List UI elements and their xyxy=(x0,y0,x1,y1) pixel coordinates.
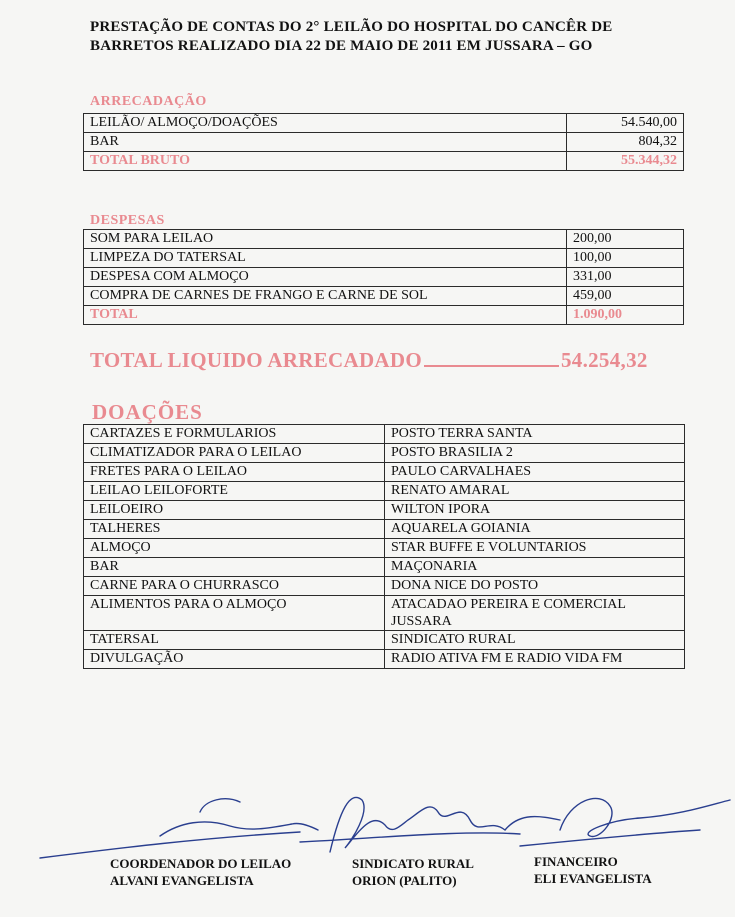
signature-orion xyxy=(300,797,560,852)
signature-block-financeiro xyxy=(534,853,652,887)
donation-donor: MAÇONARIA xyxy=(385,558,685,577)
total-liquido-label: TOTAL LIQUIDO ARRECADADO xyxy=(90,348,422,372)
total-bruto-label: TOTAL BRUTO xyxy=(84,152,567,171)
row-value: 804,32 xyxy=(567,133,684,152)
despesas-total-value: 1.090,00 xyxy=(567,306,684,325)
donation-donor: PAULO CARVALHAES xyxy=(385,463,685,482)
despesas-total-label: TOTAL xyxy=(84,306,567,325)
donation-item: TATERSAL xyxy=(84,631,385,650)
donation-item: CARTAZES E FORMULARIOS xyxy=(84,425,385,444)
donation-donor: SINDICATO RURAL xyxy=(385,631,685,650)
despesas-heading: DESPESAS xyxy=(90,213,165,228)
row-label: DESPESA COM ALMOÇO xyxy=(84,268,567,287)
donation-donor: RADIO ATIVA FM E RADIO VIDA FM xyxy=(385,650,685,669)
donation-item: TALHERES xyxy=(84,520,385,539)
row-label: LEILÃO/ ALMOÇO/DOAÇÕES xyxy=(84,114,567,133)
signature-block-coordenador xyxy=(110,855,291,889)
donation-item: BAR xyxy=(84,558,385,577)
arrecadacao-heading: ARRECADAÇÃO xyxy=(90,94,207,109)
donation-item: LEILOEIRO xyxy=(84,501,385,520)
row-value: 54.540,00 xyxy=(567,114,684,133)
signature-block-sindicato xyxy=(352,855,474,889)
total-bruto-value: 55.344,32 xyxy=(567,152,684,171)
donation-donor: WILTON IPORA xyxy=(385,501,685,520)
row-label: SOM PARA LEILAO xyxy=(84,230,567,249)
signature-name: ALVANI EVANGELISTA xyxy=(110,873,254,888)
row-value: 459,00 xyxy=(567,287,684,306)
donation-donor: POSTO TERRA SANTA xyxy=(385,425,685,444)
signature-role: FINANCEIRO xyxy=(534,854,618,869)
donation-item: LEILAO LEILOFORTE xyxy=(84,482,385,501)
donation-donor: RENATO AMARAL xyxy=(385,482,685,501)
total-liquido-value: 54.254,32 xyxy=(560,348,648,372)
signature-name: ELI EVANGELISTA xyxy=(534,871,652,886)
donation-item: CLIMATIZADOR PARA O LEILAO xyxy=(84,444,385,463)
signature-role: SINDICATO RURAL xyxy=(352,856,474,871)
donation-item: CARNE PARA O CHURRASCO xyxy=(84,577,385,596)
row-label: LIMPEZA DO TATERSAL xyxy=(84,249,567,268)
signature-eli xyxy=(520,798,730,846)
donation-donor: ATACADAO PEREIRA E COMERCIAL JUSSARA xyxy=(385,596,685,631)
signature-role: COORDENADOR DO LEILAO xyxy=(110,856,292,871)
donation-item: ALIMENTOS PARA O ALMOÇO xyxy=(84,596,385,631)
row-value: 331,00 xyxy=(567,268,684,287)
row-value: 200,00 xyxy=(567,230,684,249)
row-label: COMPRA DE CARNES DE FRANGO E CARNE DE SOL xyxy=(84,287,567,306)
title-line-2: BARRETOS REALIZADO DIA 22 DE MAIO DE 2011 EM JUSSARA – GO xyxy=(90,38,593,54)
donation-donor: DONA NICE DO POSTO xyxy=(385,577,685,596)
donation-item: ALMOÇO xyxy=(84,539,385,558)
title-line-1: PRESTAÇÃO DE CONTAS DO 2° LEILÃO DO HOSPITAL DO CANCÊR DE xyxy=(90,19,613,35)
signature-alvani xyxy=(40,799,318,858)
donation-donor: POSTO BRASILIA 2 xyxy=(385,444,685,463)
donation-item: FRETES PARA O LEILAO xyxy=(84,463,385,482)
signature-name: ORION (PALITO) xyxy=(352,873,457,888)
donation-donor: AQUARELA GOIANIA xyxy=(385,520,685,539)
donation-item: DIVULGAÇÃO xyxy=(84,650,385,669)
row-label: BAR xyxy=(84,133,567,152)
row-value: 100,00 xyxy=(567,249,684,268)
donation-donor: STAR BUFFE E VOLUNTARIOS xyxy=(385,539,685,558)
doacoes-heading: DOAÇÕES xyxy=(92,400,203,424)
